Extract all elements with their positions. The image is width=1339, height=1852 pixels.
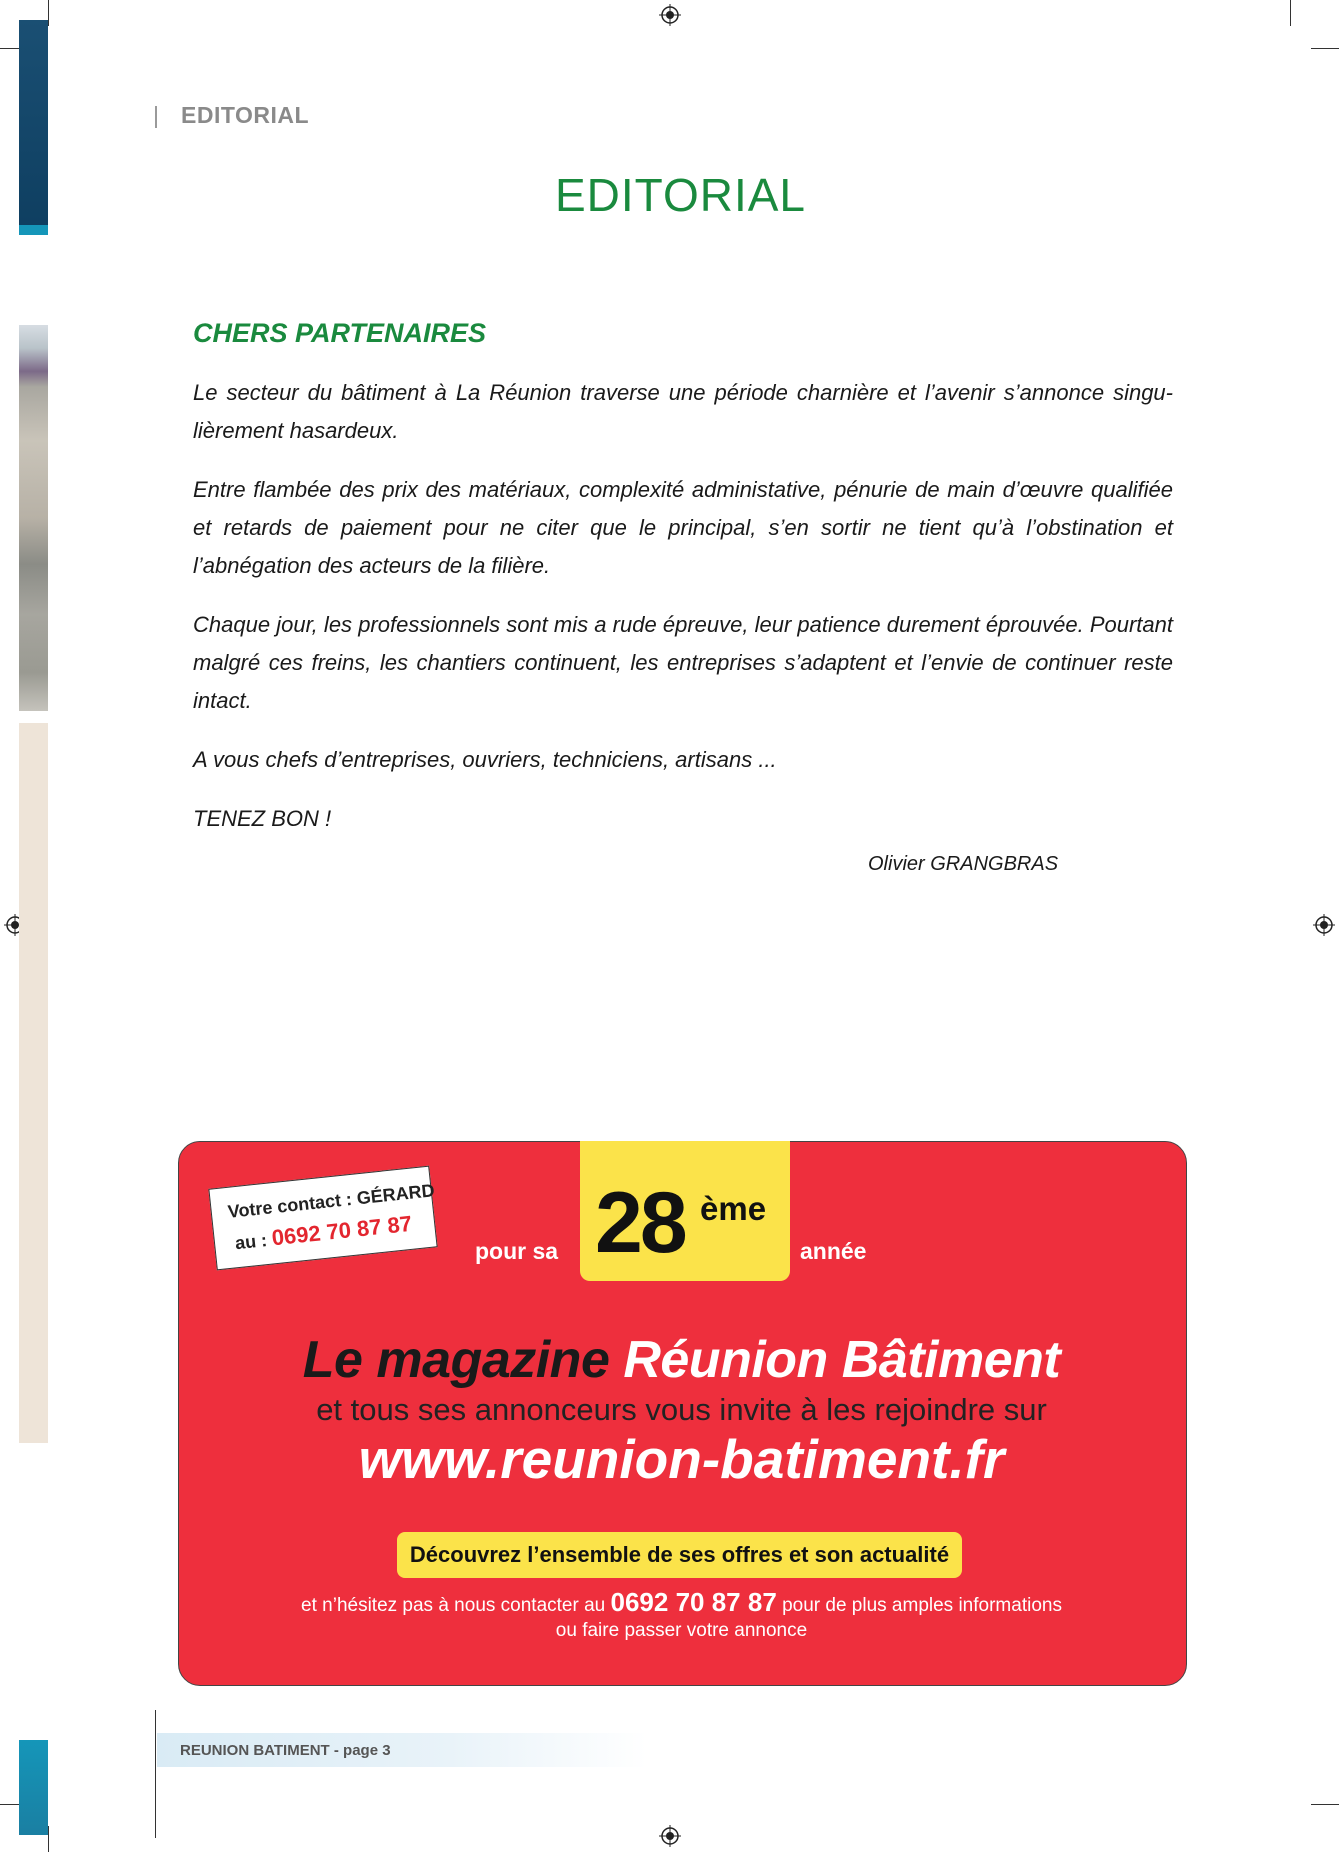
contact-label: Votre contact : GÉRARD: [226, 1180, 436, 1222]
side-strip-blue-bottom: [19, 1740, 48, 1835]
paragraph: A vous chefs d’entreprises, ouvriers, techniciens, artisans ...: [193, 747, 777, 772]
page-title: EDITORIAL: [555, 169, 806, 221]
paragraph: Chaque jour, les professionnels sont mis a rude épreuve, leur patience durement éprouvée. Pourtant malgré ces freins, les chantiers continuent, les entreprises s’adaptent et l’envie de continuer reste intact.: [193, 612, 1173, 713]
ad-title: [178, 1330, 1185, 1390]
anniversary-number: 28: [595, 1175, 685, 1271]
ad-footer-after: pour de plus amples informations: [782, 1595, 1062, 1616]
side-strip-photo: [19, 325, 48, 711]
section-label: EDITORIAL: [181, 102, 310, 128]
crop-mark: [1311, 1804, 1339, 1805]
registration-mark-icon: [1313, 914, 1335, 936]
paragraph: Le secteur du bâtiment à La Réunion traverse une période charnière et l’avenir s’annonce singu-lièrement hasardeux.: [193, 380, 1173, 443]
header-divider: [155, 106, 157, 128]
contact-prefix: au :: [234, 1230, 269, 1254]
ad-footer-phone: 0692 70 87 87: [610, 1587, 777, 1617]
ad-website-link[interactable]: www.reunion-batiment.fr: [358, 1428, 1005, 1490]
paragraph: TENEZ BON !: [193, 806, 332, 831]
paragraph: Entre flambée des prix des matériaux, complexité administative, pénurie de main d’œuvre qualifiée et retards de paiement pour ne citer que le principal, s’en sortir ne tient qu’à l’obstination et l’abnégation des acteurs de la filière.: [193, 477, 1173, 578]
article-body: [193, 374, 1173, 859]
side-strip-beige: [19, 723, 48, 1443]
ad-title-white: Réunion Bâtiment: [623, 1331, 1061, 1389]
crop-mark: [155, 1710, 156, 1838]
signature: Olivier GRANGBRAS: [868, 853, 1059, 875]
ad-footer-text: [178, 1587, 1185, 1643]
ad-footer-line2: ou faire passer votre annonce: [555, 1620, 808, 1641]
crop-mark: [48, 1826, 49, 1852]
registration-mark-icon: [659, 4, 681, 26]
contact-phone: 0692 70 87 87: [270, 1210, 414, 1251]
ad-offers-banner: Découvrez l’ensemble de ses offres et son actualité: [397, 1532, 962, 1578]
crop-mark: [1311, 48, 1339, 49]
anniversary-suffix: ème: [700, 1190, 767, 1227]
crop-mark: [1290, 0, 1291, 26]
annee-label: année: [800, 1238, 867, 1264]
greeting-heading: CHERS PARTENAIRES: [193, 318, 487, 348]
pour-sa-label: pour sa: [475, 1238, 559, 1264]
registration-mark-icon: [659, 1825, 681, 1847]
page-footer: REUNION BATIMENT - page 3: [180, 1742, 391, 1759]
side-strip-accent: [19, 225, 48, 235]
ad-title-dark: Le magazine: [302, 1331, 610, 1389]
crop-mark: [48, 0, 49, 26]
ad-subtitle: et tous ses annonceurs vous invite à les rejoindre sur: [316, 1392, 1047, 1427]
ad-footer-before: et n’hésitez pas à nous contacter au: [301, 1595, 606, 1616]
